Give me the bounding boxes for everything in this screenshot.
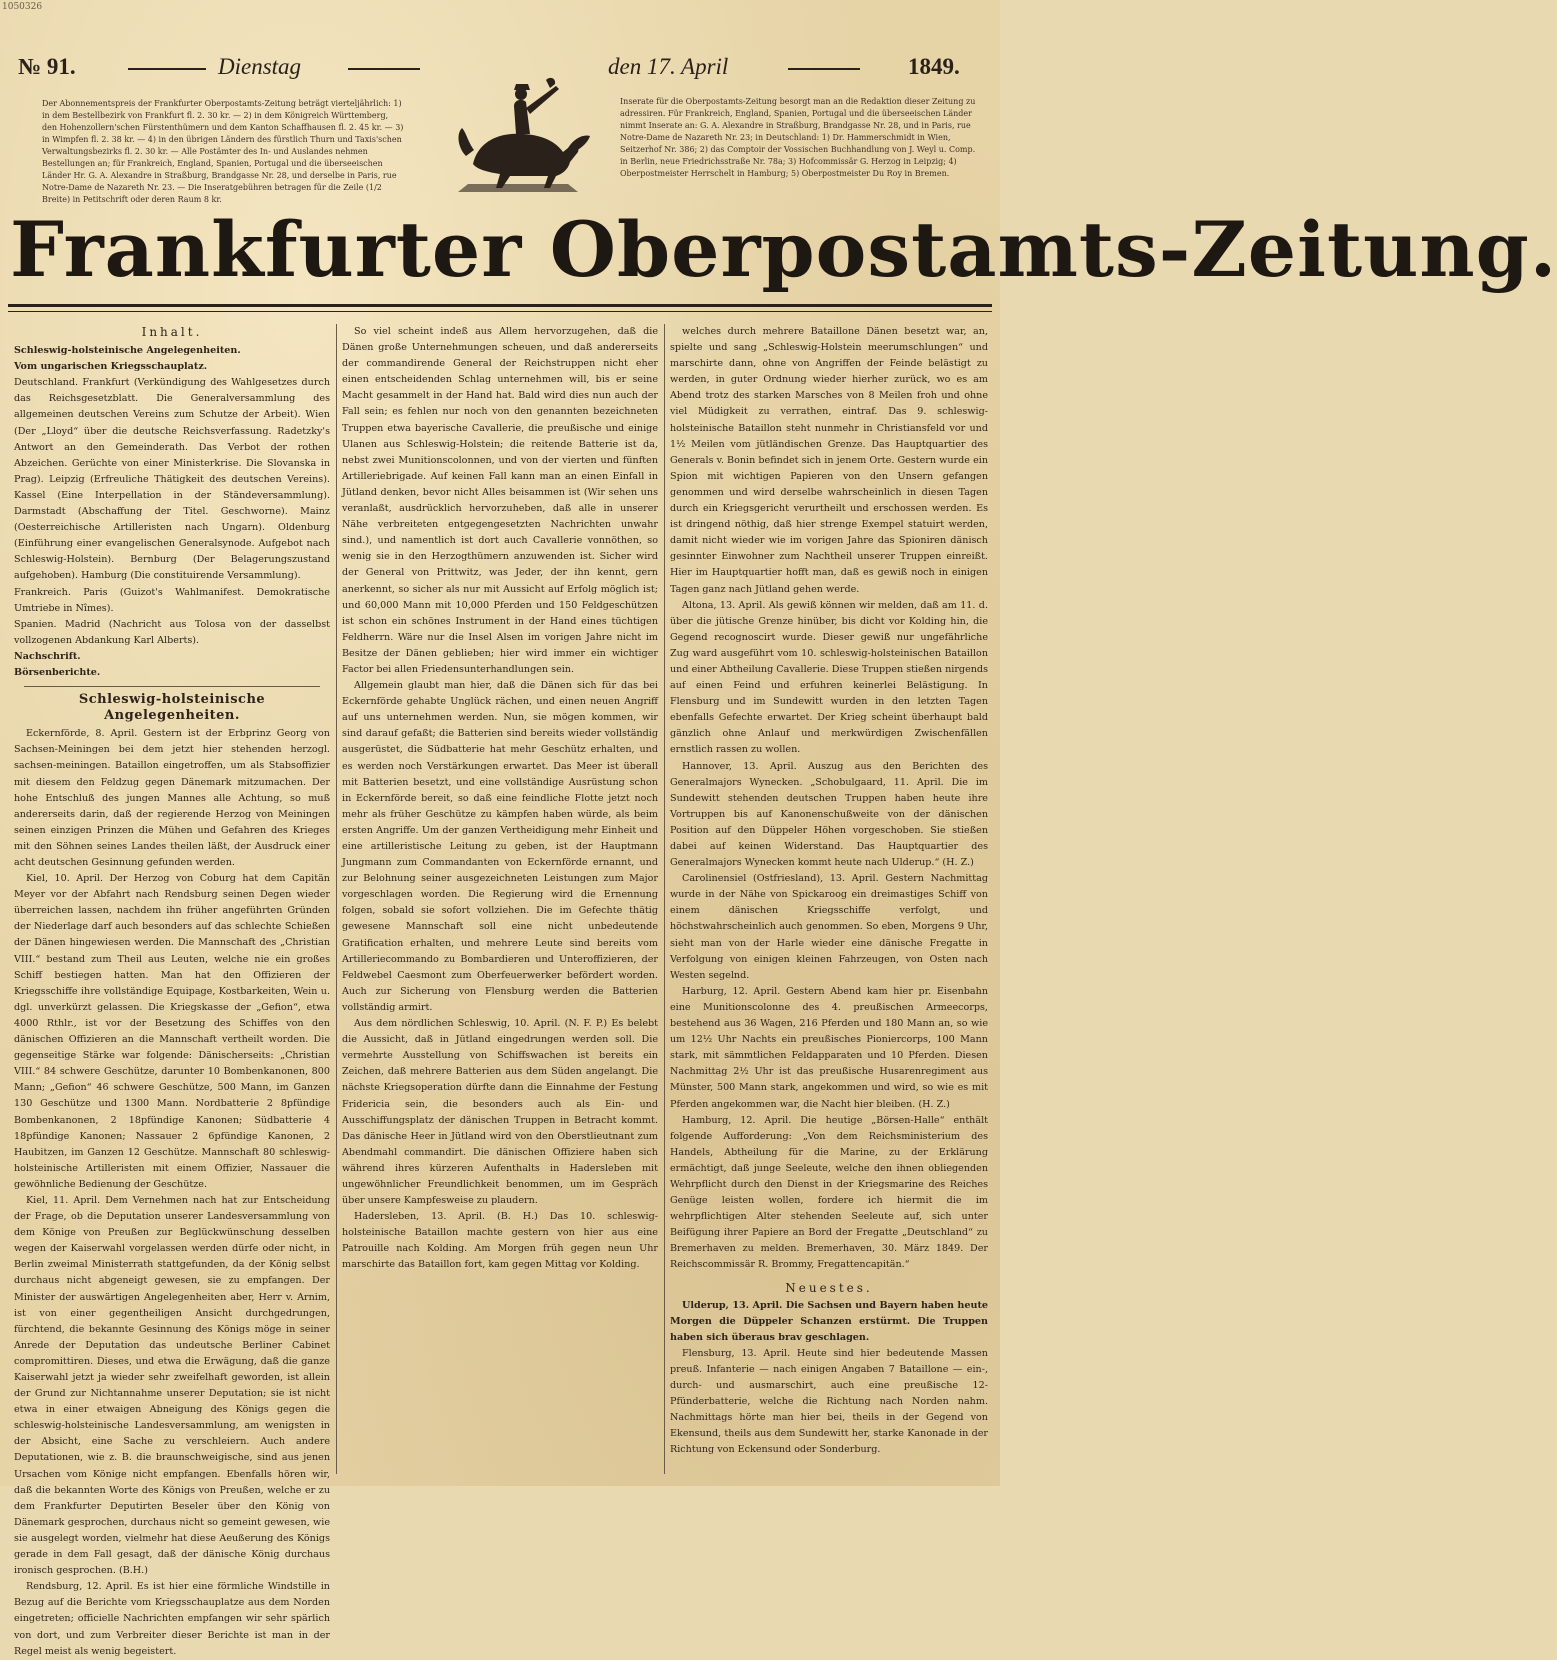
table-of-contents (14, 343, 330, 681)
subscription-notice: Der Abonnementspreis der Frankfurter Oberpostamts-Zeitung beträgt vierteljährlich: 1) in dem Bestellbezirk von Frankfurt fl. 2. 30 kr. — 2) in dem Königreich Württemberg, den Hohenzollern'schen Fürstenthümern und dem Kanton Schaffhausen fl. 2. 45 kr. — 3) in Wimpfen fl. 2. 38 kr. — 4) in den übrigen Ländern des fürstlich Thurn und Taxis'schen Verwaltungsbezirks fl. 2. 30 kr. — Alle Postämter des In- und Auslandes nehmen Bestellungen an; für Frankreich, England, Spanien, Portugal und die überseeischen Länder Hr. G. A. Alexandre in Straßburg, Brandgasse Nr. 28, und derselbe in Paris, rue Notre-Dame de Nazareth Nr. 23. — Die Inseratgebühren betragen für die Zeile (1/2 Breite) in Petitschrift oder deren Raum 8 kr. (42, 99, 404, 204)
column-1 (14, 324, 330, 1657)
column-divider (336, 324, 337, 1474)
latest-news-paragraph: Flensburg, 13. April. Heute sind hier bedeutende Massen preuß. Infanterie — nach einigen Angaben 7 Bataillone — ein-, durch- und ausmarschirt, auch eine preußische 12-Pfünderbatterie, welche die Richtung nach Norden nahm. Nachmittags hörte man hier bei, theils in der Gegend von Ekensund, theils aus dem Sundewitt her, starke Kanonade in der Richtung von Eckensund oder Sonderburg. (670, 1347, 988, 1456)
scan-id: 1050326 (2, 2, 43, 12)
section-divider (24, 686, 320, 687)
column-2 (342, 324, 658, 1474)
column-divider (664, 324, 665, 1474)
section-heading: Schleswig-holsteinische Angelegenheiten. (78, 692, 266, 724)
article-paragraph: Carolinensiel (Ostfriesland), 13. April. Gestern Nachmittag wurde in der Nähe von Spickaroog ein dreimastiges Schiff von einem dänischen Kriegsschiffe verfolgt, und höchstwahrscheinlich auch genommen. So eben, Morgens 9 Uhr, sieht man von der Harle wieder eine dänische Fregatte in Verfolgung von einigen kleinen Fahrzeugen, von Osten nach Westen segelnd. (670, 873, 988, 981)
article-paragraph: Allgemein glaubt man hier, daß die Dänen sich für das bei Eckernförde gehabte Unglück rächen, und einen neuen Angriff auf uns unternehmen werden. Nun, sie mögen kommen, wir sind darauf gefaßt; die Batterien sind bereits wieder vollständig ausgerüstet, die Südbatterie hat mehr Geschütz erhalten, und es werden noch Verstärkungen erwartet. Das Meer ist überall mit Batterien besetzt, und eine vollständige Ausrüstung schon in Eckernförde bereit, so daß eine feindliche Flotte jetzt noch mehr als früher Geschütze zu kämpfen haben würde, als beim ersten Angriffe. Um der ganzen Vertheidigung mehr Einheit und eine artilleristische Leitung zu geben, ist der Hauptmann Jungmann zum Commandanten von Eckernförde ernannt, und zur Belohnung seiner ausgezeichneten Leistungen zum Major vorgeschlagen worden. Die Regierung wird die Ernennung folgen, sobald sie sofort vollziehen. Die im Gefechte thätig gewesene Mannschaft soll eine nicht unbedeutende Gratification erhalten, und mehrere Leute sind bereits vom Artilleriecommando zu Bombardieren und Unteroffizieren, der Feldwebel Caesmont zum Oberfeuerwerker befördert worden. Auch zur Sicherung von Flensburg werden die Batterien vollständig armirt. (342, 680, 658, 1013)
article-paragraph: So viel scheint indeß aus Allem hervorzugehen, daß die Dänen große Unternehmungen scheuen, und daß andererseits der commandirende General der Reichstruppen nicht eher einen entscheidenden Schlag unternehmen will, bis er seine Macht gesammelt in der Hand hat. Bald wird dies nun auch der Fall sein; es fehlen nur noch von den genannten bezeichneten Truppen etwa bayerische Cavallerie, die preußische und einige Ulanen aus Schleswig-Holstein; die reitende Batterie ist da, nebst zwei Munitionscolonnen, und von der vierten und fünften Artilleriebrigade. Auf keinen Fall kann man an einen Einfall in Jütland denken, bevor nicht Alles beisammen ist (Wir sehen uns veranlaßt, ausdrücklich hervorzuheben, daß alle in unserer Nähe verbreiteten entgegengesetzten Nachrichten unwahr sind.), und namentlich ist dort auch Cavallerie vonnöthen, so wenig sie in den Herzogthümern anzuwenden ist. Sicher wird der General von Prittwitz, was Jeder, der ihn kennt, gern anerkennt, so sicher als nur mit Aussicht auf Erfolg möglich ist; und 60,000 Mann mit 10,000 Pferden und 150 Feldgeschützen ist schon ein schönes Instrument in der Hand eines tüchtigen Feldherrn. Wäre nur die Insel Alsen im vorigen Jahre nicht im Besitze der Dänen geblieben; hier wird immer ein wichtiger Factor bei allen Friedensunterhandlungen sein. (342, 326, 658, 675)
contents-entry: Deutschland. Frankfurt (Verkündigung des Wahlgesetzes durch das Reichsgesetzblatt. Die Generalversammlung des allgemeinen deutschen Vereins zum Schutze der Arbeit). Wien (Der „Lloyd“ über die deutsche Reichsverfassung. Radetzky's Antwort an den Gemeinderath. Das Verbot der rothen Abzeichen. Gerüchte von einer Ministerkrise. Die Slovanska in Prag). Leipzig (Erfreuliche Thätigkeit des deutschen Vereins). Kassel (Eine Interpellation in der Ständeversammlung). Darmstadt (Abschaffung der Titel. Geschworne). Mainz (Oesterreichische Artilleristen nach Ungarn). Oldenburg (Einführung einer evangelischen Generalsynode. Aufgebot nach Schleswig-Holstein). Bernburg (Der Belagerungszustand aufgehoben). Hamburg (Die constituirende Versammlung). (14, 377, 330, 582)
issue-year: 1849. (908, 54, 960, 79)
post-rider-emblem (418, 72, 608, 202)
contents-entry: Vom ungarischen Kriegsschauplatz. (14, 361, 208, 373)
contents-entry: Frankreich. Paris (Guizot's Wahlmanifest. Demokratische Umtriebe in Nîmes). (14, 586, 330, 614)
issue-date: den 17. April (608, 54, 729, 79)
masthead-rule (8, 304, 992, 307)
contents-title: Inhalt. (141, 325, 203, 339)
dateline-rule (128, 68, 206, 70)
contents-entry: Börsenberichte. (14, 666, 101, 678)
article-paragraph: Hadersleben, 13. April. (B. H.) Das 10. schleswig-holsteinische Bataillon machte gestern von hier aus eine Patrouille nach Kolding. Am Morgen früh gegen neun Uhr marschirte das Bataillon fort, kam gegen Mittag vor Kolding. (342, 1211, 658, 1271)
contents-entry: Spanien. Madrid (Nachricht aus Tolosa von der dasselbst vollzogenen Abdankung Karl Alberts). (14, 618, 330, 646)
article-paragraph: Hannover, 13. April. Auszug aus den Berichten des Generalmajors Wynecken. „Schobulgaard, 11. April. Die im Sundewitt stehenden deutschen Truppen haben heute ihre Vortruppen bis auf Kanonenschußweite von der dänischen Position auf den Düppeler Höhen vorgeschoben. Sie stießen dabei auf keinen Widerstand. Das Hauptquartier des Generalmajors Wynecken kommt heute nach Ulderup.“ (H. Z.) (670, 760, 988, 869)
contents-entry: Nachschrift. (14, 650, 81, 662)
article-paragraph: welches durch mehrere Bataillone Dänen besetzt war, an, spielte und sang „Schleswig-Holstein meerumschlungen“ und marschirte dann, ohne von Angriffen der Feinde belästigt zu werden, in guter Ordnung wieder hierher zurück, wo es am Abend trotz des starken Marsches von 8 Meilen froh und ohne viel Müdigkeit zu verrathen, eintraf. Das 9. schleswig-holsteinische Bataillon steht nunmehr in Christiansfeld vor und 1½ Meilen vom jütländischen Grenze. Das Hauptquartier des Generals v. Bonin befindet sich in jenem Orte. Gestern wurde ein Spion mit wichtigen Papieren von den Unsern gefangen genommen und wird derselbe wahrscheinlich in diesen Tagen durch ein Kriegsgericht verurtheilt und erschossen werden. Es ist dringend nöthig, daß hier strenge Exempel statuirt werden, damit nicht wieder wie im vorigen Jahre das Spioniren dänisch gesinnter Einwohner zum Nachtheil unserer Truppen einreißt. Hier im Hauptquartier hofft man, daß es gewiß noch in einigen Tagen ganz nach Jütland gehen werde. (670, 326, 988, 595)
article-paragraph: Eckernförde, 8. April. Gestern ist der Erbprinz Georg von Sachsen-Meiningen bei dem jetzt hier stehenden herzogl. sachsen-meiningen. Bataillon eingetroffen, um als Stabsoffizier mit diesem den Feldzug gegen Dänemark mitzumachen. Der hohe Entschluß des jungen Mannes alle Achtung, so muß andererseits darin, daß der regierende Herzog von Meiningen seinen einzigen Prinzen die Mühen und Gefahren des Krieges mit den Söhnen seines Landes theilen läßt, der Ausdruck einer acht deutschen Gesinnung gefunden werden. (14, 728, 330, 868)
masthead-title: Frankfurter Oberpostamts-Zeitung. (10, 205, 1557, 294)
article-paragraph: Kiel, 11. April. Dem Vernehmen nach hat zur Entscheidung der Frage, ob die Deputation unserer Landesversammlung von dem Könige von Preußen zur Beglückwünschung desselben wegen der Kaiserwahl vorgelassen werden dürfe oder nicht, in Berlin zweimal Ministerrath stattgefunden, da der König selbst durchaus nicht abgeneigt gewesen, sie zu empfangen. Der Minister der auswärtigen Angelegenheiten aber, Herr v. Arnim, ist von einer gegentheiligen Ansicht durchgedrungen, fürchtend, die bekannte Gesinnung des Königs möge in seiner Anrede der Deputation das undeutsche Berliner Cabinet compromittiren. Dieses, und etwa die Erwägung, daß die ganze Kaiserwahl jetzt ja wieder sehr zweifelhaft geworden, ist allein der Grund zur Nichtannahme unserer Deputation; sie ist nicht etwa in einer etwaigen Abneigung des Königs gegen die schleswig-holsteinische Landesversammlung, am wenigsten in der Absicht, eine Sache zu verschleiern. Auch andere Deputationen, wie z. B. die braunschweigische, sind aus jenen Ursachen vom Könige nicht empfangen. Ebenfalls hören wir, daß die bekannten Worte des Königs von Preußen, welche er zu dem Frankfurter Deputirten Beseler über den König von Dänemark gesprochen, durchaus nicht so gemeint gewesen, wie sie ausgelegt worden, vielmehr hat diese Aeußerung des Königs gerade in dem Fall gesagt, daß der dänische König durchaus ironisch gesprochen. (B.H.) (14, 1194, 330, 1577)
column-3 (670, 324, 988, 1474)
dateline-rule (788, 68, 860, 70)
issue-number: № 91. (18, 54, 76, 79)
advertising-notice: Inserate für die Oberpostamts-Zeitung besorgt man an die Redaktion dieser Zeitung zu adressiren. Für Frankreich, England, Spanien, Portugal und die überseeischen Länder nimmt Inserate an: G. A. Alexandre in Straßburg, Brandgasse Nr. 28, und in Paris, rue Notre-Dame de Nazareth Nr. 23; in Deutschland: 1) Dr. Hammerschmidt in Wien, Seitzerhof Nr. 386; 2) das Comptoir der Vossischen Buchhandlung von J. Weyl u. Comp. in Berlin, neue Friedrichsstraße Nr. 78a; 3) Hofcommissär G. Herzog in Leipzig; 4) Oberpostmeister Herrschelt in Hamburg; 5) Oberpostmeister Du Roy in Bremen. (620, 97, 976, 178)
article-paragraph: Rendsburg, 12. April. Es ist hier eine förmliche Windstille in Bezug auf die Berichte vom Kriegsschauplatze aus dem Norden eingetreten; officielle Nachrichten empfangen wir sehr spärlich von dort, und zum Verbreiter dieser Berichte ist man in der Regel meist als wenig begeistert. (14, 1581, 330, 1657)
article-paragraph: Hamburg, 12. April. Die heutige „Börsen-Halle“ enthält folgende Aufforderung: „Von dem Reichsministerium des Handels, Abtheilung für die Marine, zu der Erklärung ermächtigt, daß junge Seeleute, welche den ihnen obliegenden Wehrpflicht durch den Dienst in der Kriegsmarine des Reiches Genüge leisten wollen, fordere ich hiermit die im wehrpflichtigen Alter stehenden Seeleute auf, sich unter Beifügung ihrer Papiere an Bord der Fregatte „Deutschland“ zu Bremerhaven zu melden. Bremerhaven, 30. März 1849. Der Reichscommissär R. Brommy, Fregattencapitän.“ (670, 1114, 988, 1271)
masthead-rule-thin (8, 311, 992, 312)
article-paragraph: Harburg, 12. April. Gestern Abend kam hier pr. Eisenbahn eine Munitionscolonne des 4. preußischen Armeecorps, bestehend aus 36 Wagen, 216 Pferden und 180 Mann an, so wie um 12½ Uhr Nachts ein preußisches Pioniercorps, 100 Mann stark, mit sämmtlichen Feldapparaten und 10 Pferden. Diesen Nachmittag 2½ Uhr ist das preußische Husarenregiment aus Münster, 500 Mann stark, angekommen und wird, so wie es mit Pferden angekommen war, die Nacht hier bleiben. (H. Z.) (670, 985, 988, 1110)
latest-news-paragraph: Ulderup, 13. April. Die Sachsen und Bayern haben heute Morgen die Düppeler Schanzen erstürmt. Die Truppen haben sich überaus brav geschlagen. (670, 1299, 988, 1343)
article-paragraph: Altona, 13. April. Als gewiß können wir melden, daß am 11. d. über die jütische Grenze hinüber, bis dicht vor Kolding hin, die Gegend recognoscirt wurde. Dieser gewiß nur ungefährliche Zug ward ausgeführt vom 10. schleswig-holsteinischen Bataillon und einer Abtheilung Cavallerie. Diese Truppen stießen nirgends auf einen Feind und erfuhren keinerlei Belästigung. In Flensburg und im Sundewitt wurden in den letzten Tagen ebenfalls Gefechte erwartet. Der Krieg scheint überhaupt bald gänzlich ohne Anlauf und merkwürdigen Zwischenfällen ernstlich rassen zu wollen. (670, 599, 988, 756)
article-paragraph: Kiel, 10. April. Der Herzog von Coburg hat dem Capitän Meyer vor der Abfahrt nach Rendsburg seinen Degen wieder überreichen lassen, nachdem ihn früher angeführten Gründen der Niederlage darf auch besonders auf das schlechte Schießen der Dänen hingewiesen werden. Die Mannschaft des „Christian VIII.“ bestand zum Theil aus Leuten, welche nie ein großes Schiff bestiegen hatten. Man hat den Offizieren der Kriegsschiffe ihre vollständige Equipage, Kostbarkeiten, Wein u. dgl. unverkürzt gelassen. Die Kriegskasse der „Gefion“, etwa 4000 Rthlr., ist vor der Besetzung des Schiffes von den dänischen Offizieren an die Mannschaft vertheilt worden. Die gegenseitige Stärke war folgende: Dänischerseits: „Christian VIII.“ 84 schwere Geschütze, darunter 10 Bombenkanonen, 800 Mann; „Gefion“ 46 schwere Geschütze, 500 Mann, im Ganzen 130 Geschütze und 1300 Mann. Nordbatterie 2 8pfündige Bombenkanonen, 2 18pfündige Kanonen; Südbatterie 4 18pfündige Kanonen; Nassauer 2 6pfündige Kanonen, 2 Haubitzen, im Ganzen 12 Geschütze. Mannschaft 80 schleswig-holsteinische Artilleristen mit einem Offizier, Nassauer die gewöhnliche Bedienung der Geschütze. (14, 873, 330, 1190)
contents-entry: Schleswig-holsteinische Angelegenheiten. (14, 345, 241, 357)
article-paragraph: Aus dem nördlichen Schleswig, 10. April. (N. F. P.) Es belebt die Aussicht, daß in Jütland eingedrungen werden soll. Die vermehrte Ausstellung von Schiffswachen ist bereits ein Zeichen, daß mehrere Batterien aus dem Süden angelangt. Die nächste Kriegsoperation dürfte dann die Einnahme der Festung Fridericia sein, die besonders auch als Ein- und Ausschiffungsplatz der dänischen Truppen in Betracht kommt. Das dänische Heer in Jütland wird von den Oberstlieutnant zum Abendmahl commandirt. Die dänischen Offiziere haben sich während ihres kürzeren Aufenthalts in Hadersleben mit ungewöhnlicher Freundlichkeit benommen, um im Gespräch über unsere Kampfesweise zu plaudern. (342, 1018, 658, 1207)
latest-news-heading: Neuestes. (785, 1280, 873, 1295)
issue-weekday: Dienstag (218, 54, 302, 79)
dateline-rule (348, 68, 420, 70)
